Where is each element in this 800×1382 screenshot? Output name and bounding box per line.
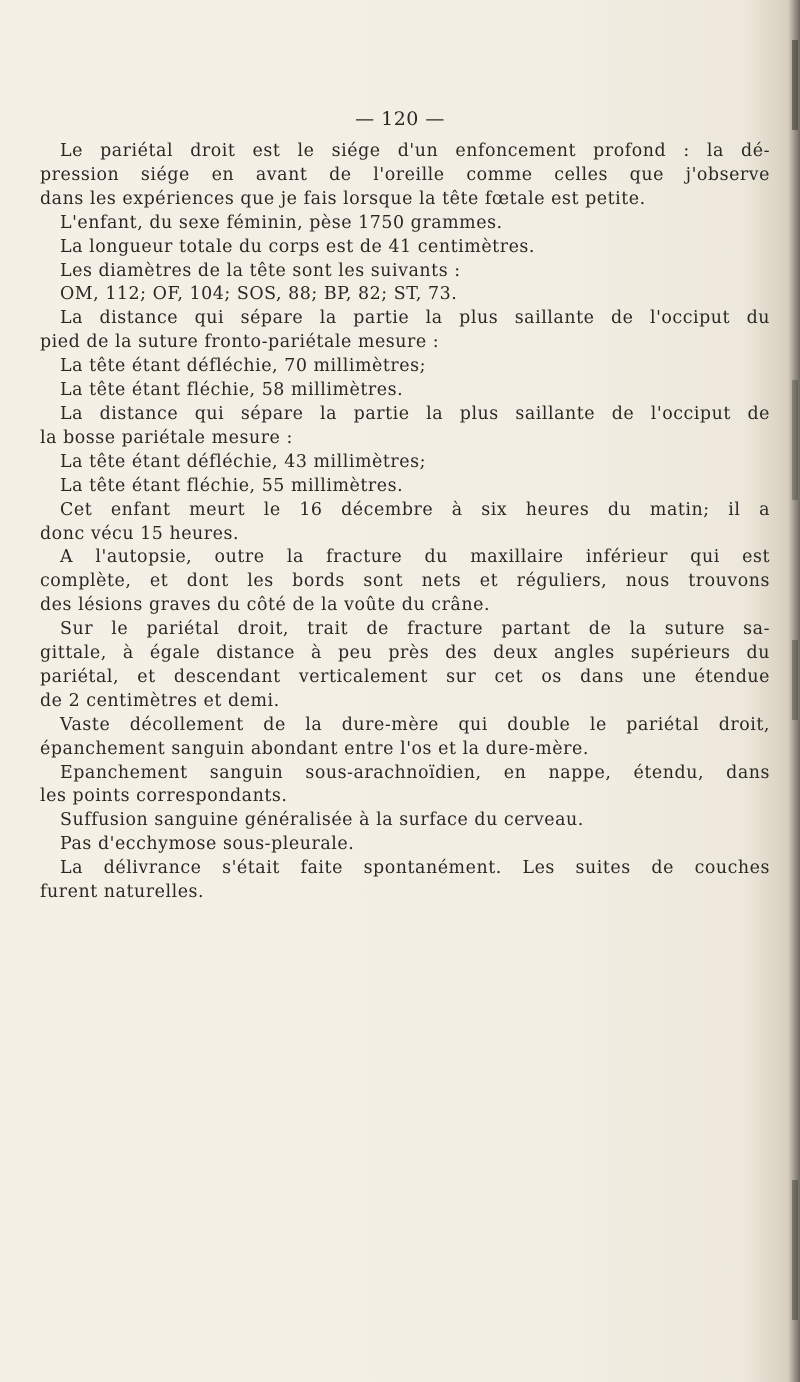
paragraph [40,499,770,547]
text-line: Les diamètres de la tête sont les suivants : [60,260,461,281]
body-text [40,140,770,905]
text-line: A l'autopsie, outre la fracture du maxillaire inférieur qui est [60,547,770,568]
text-line: pied de la suture fronto-pariétale mesure : [40,332,440,353]
text-line: La tête étant fléchie, 58 millimètres. [60,380,404,401]
text-line: La tête étant fléchie, 55 millimètres. [60,475,404,496]
text-line: La tête étant défléchie, 70 millimètres; [60,356,427,377]
paragraph [40,475,770,499]
text-line: La délivrance s'était faite spontanément. Les suites de couches [60,858,770,879]
page-number: — 120 — [355,108,445,130]
text-line: Pas d'ecchymose sous-pleurale. [60,834,355,855]
paragraph [40,451,770,475]
text-line: dans les expériences que je fais lorsque la tête fœtale est petite. [40,188,646,209]
text-line: Le pariétal droit est le siége d'un enfoncement profond : la dé- [60,141,770,161]
binding-mark [792,380,798,500]
paragraph [40,546,770,618]
binding-mark [792,1180,798,1320]
paragraph [40,283,770,307]
binding-mark [792,640,798,720]
paragraph [40,618,770,714]
text-line: furent naturelles. [40,882,205,903]
paragraph [40,762,770,810]
text-line: L'enfant, du sexe féminin, pèse 1750 grammes. [60,212,503,233]
text-line: La longueur totale du corps est de 41 centimètres. [60,236,535,257]
text-line: pression siége en avant de l'oreille comme celles que j'observe [40,164,770,185]
text-line: Suffusion sanguine généralisée à la surface du cerveau. [60,810,584,831]
paragraph [40,809,770,833]
paragraph [40,379,770,403]
text-line: Epanchement sanguin sous-arachnoïdien, en nappe, étendu, dans [60,762,770,783]
text-line: complète, et dont les bords sont nets et réguliers, nous trouvons [40,571,770,592]
text-line: OM, 112; OF, 104; SOS, 88; BP, 82; ST, 73. [60,284,458,305]
text-line: Cet enfant meurt le 16 décembre à six heures du matin; il a [60,499,770,520]
text-line: pariétal, et descendant verticalement sur cet os dans une étendue [40,666,770,687]
text-line: Vaste décollement de la dure-mère qui double le pariétal droit, [60,714,770,735]
text-line: La distance qui sépare la partie la plus saillante de l'occiput de [60,403,770,424]
paragraph [40,236,770,260]
paragraph [40,857,770,905]
text-line: La tête étant défléchie, 43 millimètres; [60,451,427,472]
text-line: épanchement sanguin abondant entre l'os et la dure-mère. [40,738,589,759]
text-line: la bosse pariétale mesure : [40,427,293,448]
text-line: de 2 centimètres et demi. [40,690,280,711]
text-line: des lésions graves du côté de la voûte du crâne. [40,595,491,616]
paragraph [40,355,770,379]
text-line: Sur le pariétal droit, trait de fracture partant de la suture sa- [60,619,770,640]
text-line: donc vécu 15 heures. [40,523,240,544]
paragraph [40,140,770,212]
paragraph [40,212,770,236]
paragraph [40,833,770,857]
paragraph [40,403,770,451]
text-line: les points correspondants. [40,786,288,807]
paragraph [40,714,770,762]
text-line: gittale, à égale distance à peu près des deux angles supérieurs du [40,643,770,664]
paragraph [40,307,770,355]
text-line: La distance qui sépare la partie la plus saillante de l'occiput du [60,308,770,329]
paragraph [40,260,770,284]
